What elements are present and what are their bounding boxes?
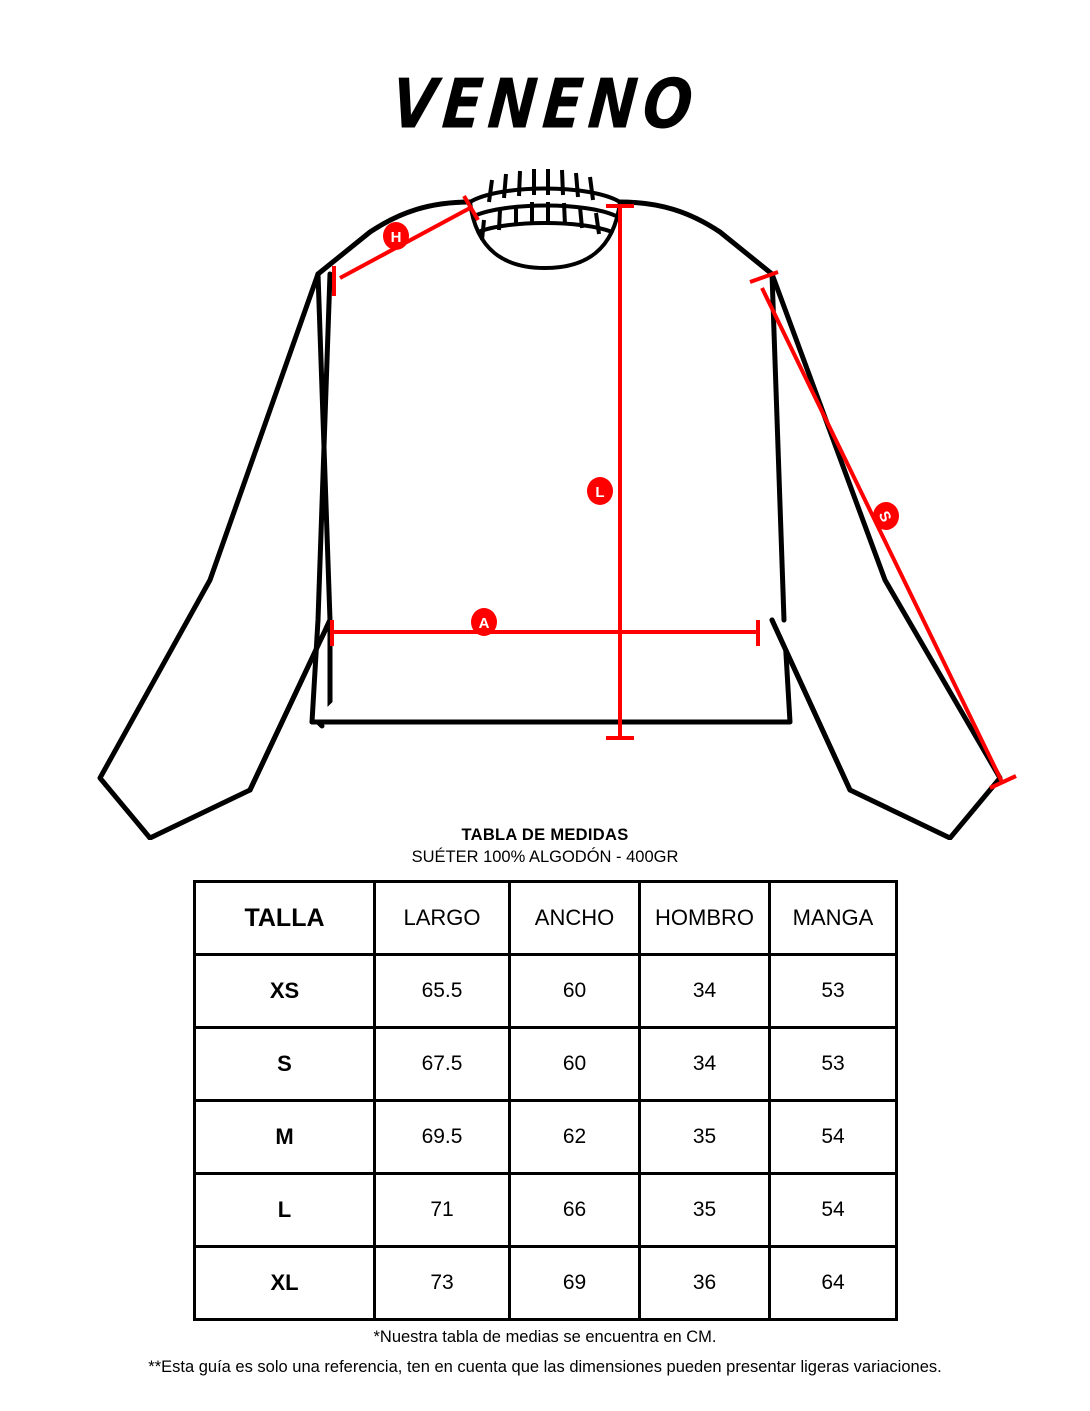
cell-manga: 53 <box>770 1028 897 1101</box>
brand-logo <box>0 63 1090 145</box>
cell-manga: 53 <box>770 955 897 1028</box>
svg-text:S: S <box>874 508 895 525</box>
footnotes <box>0 1322 1090 1382</box>
column-header-talla: TALLA <box>195 882 375 955</box>
table-heading <box>0 824 1090 868</box>
cell-hombro: 34 <box>640 1028 770 1101</box>
cell-ancho: 69 <box>510 1247 640 1320</box>
column-header-manga: MANGA <box>770 882 897 955</box>
table-row <box>195 1028 897 1101</box>
cell-largo: 69.5 <box>375 1101 510 1174</box>
table-header-row <box>195 882 897 955</box>
footnote-units: *Nuestra tabla de medias se encuentra en CM. <box>373 1328 717 1346</box>
table-row <box>195 1101 897 1174</box>
cell-size: S <box>195 1028 375 1101</box>
garment-illustration <box>0 150 1090 840</box>
brand-wordmark: VENENO <box>388 63 702 145</box>
svg-text:A: A <box>478 615 490 632</box>
table-subtitle: SUÉTER 100% ALGODÓN - 400GR <box>411 848 679 866</box>
cell-size: XS <box>195 955 375 1028</box>
cell-largo: 67.5 <box>375 1028 510 1101</box>
cell-ancho: 60 <box>510 1028 640 1101</box>
cell-largo: 65.5 <box>375 955 510 1028</box>
cell-ancho: 62 <box>510 1101 640 1174</box>
sweater-technical-drawing <box>0 150 1090 840</box>
table-row <box>195 1174 897 1247</box>
cell-ancho: 60 <box>510 955 640 1028</box>
table-row <box>195 1247 897 1320</box>
footnote-disclaimer: **Esta guía es solo una referencia, ten en cuenta que las dimensiones pueden presentar ligeras variaciones. <box>148 1358 942 1376</box>
cell-size: M <box>195 1101 375 1174</box>
cell-size: XL <box>195 1247 375 1320</box>
measurements-table <box>193 880 898 1321</box>
marker-length-badge <box>587 477 613 505</box>
cell-manga: 54 <box>770 1174 897 1247</box>
column-header-largo: LARGO <box>375 882 510 955</box>
cell-manga: 64 <box>770 1247 897 1320</box>
table-row <box>195 955 897 1028</box>
svg-text:L: L <box>595 484 605 501</box>
column-header-ancho: ANCHO <box>510 882 640 955</box>
cell-largo: 73 <box>375 1247 510 1320</box>
marker-sleeve-badge <box>873 502 899 530</box>
cell-hombro: 36 <box>640 1247 770 1320</box>
cell-largo: 71 <box>375 1174 510 1247</box>
table-title: TABLA DE MEDIDAS <box>461 826 629 844</box>
cell-manga: 54 <box>770 1101 897 1174</box>
cell-hombro: 35 <box>640 1101 770 1174</box>
cell-hombro: 35 <box>640 1174 770 1247</box>
marker-width-badge <box>471 608 497 636</box>
cell-ancho: 66 <box>510 1174 640 1247</box>
column-header-hombro: HOMBRO <box>640 882 770 955</box>
cell-hombro: 34 <box>640 955 770 1028</box>
marker-shoulder-badge <box>383 222 409 250</box>
cell-size: L <box>195 1174 375 1247</box>
svg-text:H: H <box>390 229 402 246</box>
